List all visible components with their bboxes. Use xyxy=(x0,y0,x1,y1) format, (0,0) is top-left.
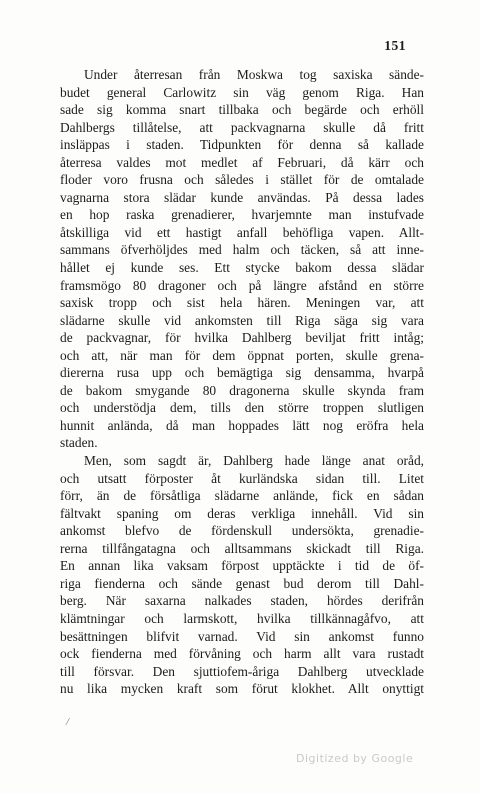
text-line: budet general Carlowitz sin väg genom Riga. Han xyxy=(60,84,424,100)
text-line: sammans öfverhöljdes med halm och täcken, så att inne- xyxy=(60,242,424,258)
text-line: de packvagnar, för hvilka Dahlberg beviljat fritt intåg; xyxy=(60,330,424,346)
text-line: framsmögo 80 dragoner och på längre afstånd en större xyxy=(60,277,424,293)
text-line: En annan lika vaksam förpost upptäckte i tid de öf- xyxy=(60,558,424,574)
text-line: Under återresan från Moskwa tog saxiska sände- xyxy=(84,67,424,82)
scan-watermark: Digitized by Google xyxy=(296,752,414,765)
text-line: ock fienderna med förvåning och harm allt vara rustadt xyxy=(60,646,424,662)
text-line: staden. xyxy=(60,435,98,451)
text-line: saxisk tropp och sist hela hären. Meningen var, att xyxy=(60,295,424,311)
text-line: riga fienderna och sände genast bud derom till Dahl- xyxy=(60,575,424,591)
text-line: och understödja dem, tills den större troppen slutligen xyxy=(60,400,424,416)
text-line: en hop raska grenadierer, hvarjemnte man instufvade xyxy=(60,207,424,223)
text-line: floder voro frusna och således i stället för de omtalade xyxy=(60,172,424,188)
text-line: sade sig komma snart tillbaka och begärde och erhöll xyxy=(60,102,424,118)
text-line: och att, när man för dem öppnat porten, skulle grena- xyxy=(60,347,424,363)
text-line: berg. När saxarna nalkades staden, hördes derifrån xyxy=(60,593,424,609)
text-line: vagnarna stora slädar kunde användas. På dessa lades xyxy=(60,189,424,205)
text-line: diererna rusa upp och bemägtiga sig densamma, hvarpå xyxy=(60,365,424,381)
text-line: insläppas i staden. Tidpunkten för denna så kallade xyxy=(60,137,424,153)
text-line: hunnit anlända, då man hoppades lätt nog eröfra hela xyxy=(60,417,424,433)
text-line: förr, än de försåtliga slädarne anlände, fick en sådan xyxy=(60,488,424,504)
text-line: de bakom smygande 80 dragonerna skulle skynda fram xyxy=(60,382,424,398)
page-number: 151 xyxy=(384,38,406,53)
body-text xyxy=(60,66,424,698)
text-line: ankomst blefvo de fördenskull undersökta, grenadie- xyxy=(60,523,424,539)
text-line: fältvakt spaning om deras verkliga innehåll. Vid sin xyxy=(60,505,424,521)
text-line: rerna tillfångatagna och alltsammans skickadt till Riga. xyxy=(60,540,424,556)
text-line: nu lika mycken kraft som förut klokhet. Allt onyttigt xyxy=(60,681,424,697)
text-line: besättningen blifvit varnad. Vid sin ankomst funno xyxy=(60,628,424,644)
text-line: och utsatt förposter åt kurländska sidan till. Litet xyxy=(60,470,424,486)
text-line: slädarne skulle vid ankomsten till Riga säga sig vara xyxy=(60,312,424,328)
text-line: klämtningar och larmskott, hvilka tillkännagåfvo, att xyxy=(60,610,424,626)
text-line: Men, som sagdt är, Dahlberg hade länge anat oråd, xyxy=(84,453,424,469)
stray-ink-mark: / xyxy=(66,716,70,728)
text-line: Dahlbergs tillåtelse, att packvagnarna skulle då fritt xyxy=(60,119,424,135)
text-line: hållet ej kunde ses. Ett stycke bakom dessa slädar xyxy=(60,260,424,276)
text-line: återresa valdes mot medlet af Februari, då kärr och xyxy=(60,154,424,170)
text-line: åtskilliga vid ett hastigt anfall behöfliga vapen. Allt- xyxy=(60,224,424,240)
text-line: till försvar. Den sjuttiofem-åriga Dahlberg utvecklade xyxy=(60,663,424,679)
